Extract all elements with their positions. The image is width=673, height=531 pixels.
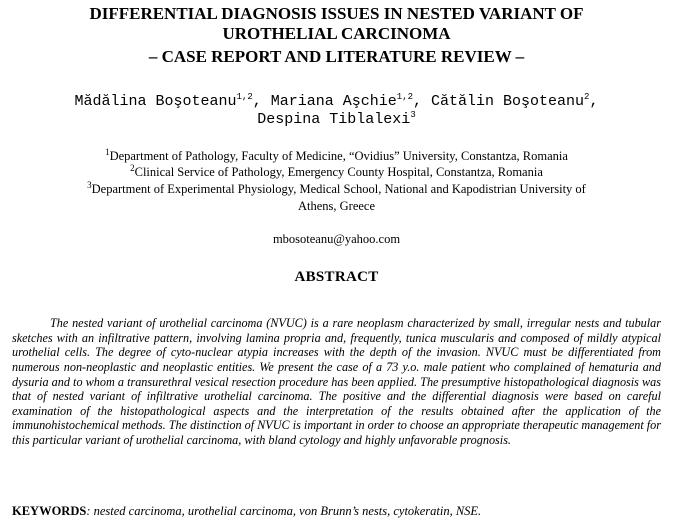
keywords-line xyxy=(12,503,661,519)
contact-email: mbosoteanu@yahoo.com xyxy=(272,232,401,246)
author-name: Mădălina Boşoteanu xyxy=(74,93,237,110)
affiliation-3-continued: Athens, Greece xyxy=(297,199,376,213)
affiliation-1 xyxy=(0,148,673,164)
affiliation-text: Clinical Service of Pathology, Emergency County Hospital, Constantza, Romania xyxy=(134,165,543,179)
affiliation-text: Department of Pathology, Faculty of Medicine, “Ovidius” University, Constantza, Romania xyxy=(109,149,568,163)
author-name: Mariana Aşchie xyxy=(270,93,397,110)
author-separator: , xyxy=(413,93,432,110)
affiliation-mark: 1 xyxy=(105,146,110,157)
keywords-colon: : xyxy=(86,504,91,518)
author-affiliation-mark: 2 xyxy=(584,92,590,102)
affiliation-mark: 3 xyxy=(87,179,92,190)
affiliation-mark: 2 xyxy=(130,162,135,173)
author-list xyxy=(0,92,673,111)
author-affiliation-mark: 3 xyxy=(410,110,416,120)
author-separator: , xyxy=(589,93,599,110)
affiliation-3 xyxy=(0,181,673,197)
keywords-label: KEYWORDS xyxy=(12,504,87,518)
keywords-list: nested carcinoma, urothelial carcinoma, von Brunn’s nests, cytokeratin, NSE. xyxy=(90,504,482,518)
author-list-continued xyxy=(0,110,673,129)
paper-title-line-1: DIFFERENTIAL DIAGNOSIS ISSUES IN NESTED VARIANT OF xyxy=(89,4,584,23)
paper-subtitle: – CASE REPORT AND LITERATURE REVIEW – xyxy=(148,47,525,66)
author-affiliation-mark: 1,2 xyxy=(236,92,253,102)
abstract-heading: ABSTRACT xyxy=(294,269,379,285)
author-affiliation-mark: 1,2 xyxy=(396,92,413,102)
affiliation-2 xyxy=(0,164,673,180)
abstract-body: The nested variant of urothelial carcinoma (NVUC) is a rare neoplasm characterized by small, irregular nests and tubular sketches with an infiltrative pattern, involving lamina propria and, frequently, tunica muscularis and composed of mildly atypical urothelial cells. The degree of cyto-nuclear atypia increases with the depth of the invasion. NVUC must be differentiated from numerous non-neoplastic and neoplastic entities. We present the case of a 73 y.o. male patient who complained of hematuria and dysuria and to whom a transurethral vesical resection procedure has been applied. The presumptive histopathological diagnosis was that of nested variant of infiltrative urothelial carcinoma. The positive and the differential diagnosis were based on careful examination of the histopathological aspects and the interpretation of the results obtained after the application of the immunohistochemical methods. The distinction of NVUC is important in order to choose an appropriate therapeutic management for this particular variant of urothelial carcinoma, with bland cytology and highly unfavorable prognosis. xyxy=(12,316,661,447)
author-name: Despina Tiblalexi xyxy=(257,111,411,128)
author-separator: , xyxy=(252,93,271,110)
author-name: Cătălin Boşoteanu xyxy=(431,93,585,110)
affiliation-text: Department of Experimental Physiology, Medical School, National and Kapodistrian University of xyxy=(91,182,586,196)
paper-title-line-2: UROTHELIAL CARCINOMA xyxy=(222,24,451,43)
